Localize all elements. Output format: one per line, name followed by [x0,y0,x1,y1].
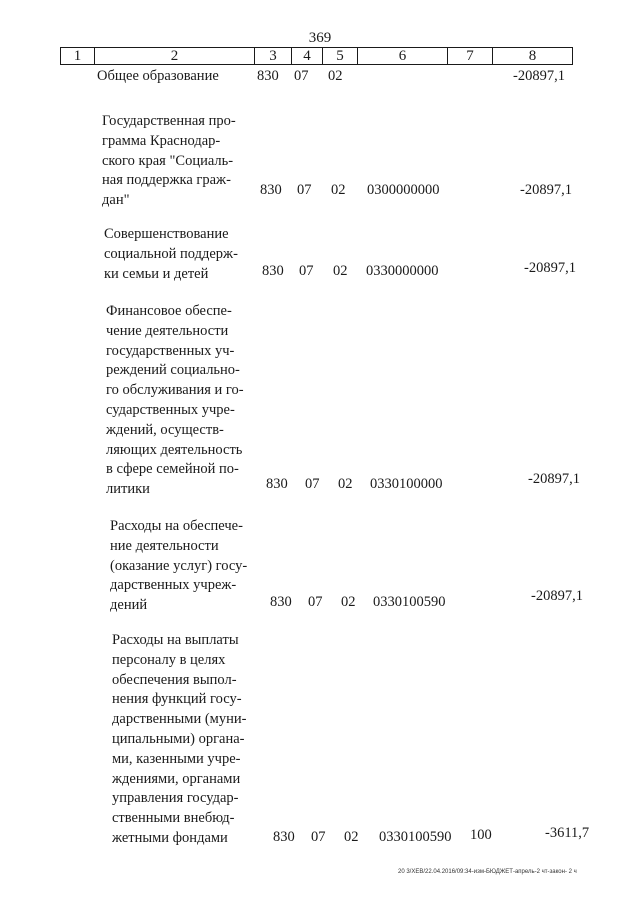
row-name: Государственная про- грамма Краснодар- ского края "Социаль- ная поддержка граж- дан" [102,113,236,209]
page-number: 369 [308,30,332,46]
row-section: 07 [297,182,312,198]
row-amount: -20897,1 [520,182,572,198]
row-target: 0330100000 [370,476,443,492]
row-subsection: 02 [333,263,348,279]
row-amount: -3611,7 [545,825,590,841]
row-name: Общее образование [97,68,219,84]
row-section: 07 [294,68,309,84]
row-target: 0330000000 [366,263,439,279]
row-target: 0300000000 [367,182,440,198]
table-header-row [60,47,573,65]
row-ministry: 830 [257,68,279,84]
row-name: Расходы на обеспече- ние деятельности (оказание услуг) госу- дарственных учреж- дений [110,518,248,614]
row-subsection: 02 [344,829,359,845]
row-subsection: 02 [331,182,346,198]
row-section: 07 [311,829,326,845]
row-ministry: 830 [262,263,284,279]
row-name: Расходы на выплаты персоналу в целях обеспечения выпол- нения функций госу- дарственными (муни- ципальными) органа- ми, казенными учре- ждениями, органами управления государ- ственными внебюд- жетными фондами [112,632,247,846]
row-section: 07 [308,594,323,610]
row-amount: -20897,1 [513,68,565,84]
header-col-8: 8 [528,48,537,64]
row-section: 07 [305,476,320,492]
row-name: Финансовое обеспе- чение деятельности государственных уч- реждений социально- го обслуживания и го- сударственных учре- ждений, осуществ- ляющих деятельность в сфере семейной по- литики [106,303,244,498]
header-col-4: 4 [292,48,323,64]
row-target: 0330100590 [373,594,446,610]
row-expense: 100 [470,827,492,843]
header-col-1: 1 [61,48,95,64]
header-col-5: 5 [323,48,358,64]
footer-file-stamp: 20 3/ХЕВ/22.04.2016/09:34-изм-БЮДЖЕТ-апрель-2 чт-закон- 2 ч [398,869,577,875]
header-col-2: 2 [95,48,255,64]
row-ministry: 830 [270,594,292,610]
header-col-3: 3 [255,48,292,64]
row-amount: -20897,1 [524,260,576,276]
row-ministry: 830 [266,476,288,492]
row-subsection: 02 [338,476,353,492]
row-section: 07 [299,263,314,279]
row-subsection: 02 [328,68,343,84]
row-ministry: 830 [273,829,295,845]
row-subsection: 02 [341,594,356,610]
row-name: Совершенствование социальной поддерж- ки семьи и детей [104,226,238,282]
row-amount: -20897,1 [528,471,580,487]
row-amount: -20897,1 [531,588,583,604]
row-ministry: 830 [260,182,282,198]
header-col-6: 6 [358,48,448,64]
header-col-7: 7 [448,48,493,64]
row-target: 0330100590 [379,829,452,845]
